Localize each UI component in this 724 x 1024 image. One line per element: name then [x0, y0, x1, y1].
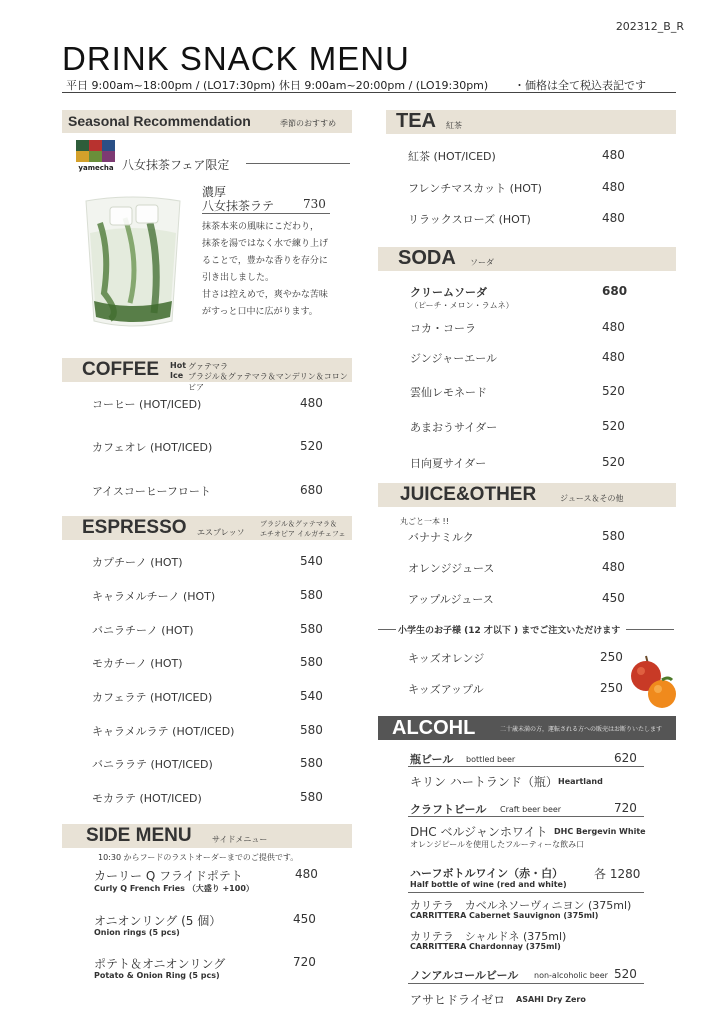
list-item: カプチーノ (HOT): [92, 556, 183, 569]
list-item: キリン ハートランド（瓶）: [410, 775, 558, 789]
list-item: ノンアルコールビール: [410, 969, 519, 982]
kids-rule-right: [626, 629, 674, 630]
side-note: 10:30 からフードのラストオーダーまでのご提供です。: [98, 853, 299, 862]
list-item: リラックスローズ (HOT): [408, 213, 531, 226]
list-item: キッズアップル: [408, 683, 484, 696]
item-price: 680: [602, 284, 628, 298]
list-item: アップルジュース: [408, 593, 494, 606]
item-price: 580: [300, 790, 323, 804]
item-price: 480: [602, 148, 625, 162]
item-price: 各 1280: [594, 867, 641, 881]
item-price: 480: [602, 211, 625, 225]
coffee-title: COFFEE: [82, 359, 160, 380]
list-item: ハーフボトルワイン（赤・白）: [410, 867, 564, 880]
item-price: 480: [602, 180, 625, 194]
list-item: 日向夏サイダー: [410, 457, 487, 470]
item-price: 450: [293, 912, 316, 926]
soda-title: SODA: [398, 247, 456, 269]
item-sub: （ピーチ・メロン・ラムネ）: [410, 301, 514, 310]
item-price: 720: [293, 955, 316, 969]
item-price: 580: [300, 622, 323, 636]
list-item: コカ・コーラ: [410, 322, 476, 335]
item-price: 620: [614, 751, 637, 765]
item-price: 520: [614, 967, 637, 981]
item-sub: Craft beer beer: [500, 805, 562, 814]
craft-rule: [408, 816, 644, 817]
espresso-title: ESPRESSO: [82, 517, 187, 538]
item-sub: オレンジピールを使用したフルーティーな飲み口: [410, 840, 585, 849]
fair-rule: [246, 163, 350, 164]
list-item: キャラメルチーノ (HOT): [92, 590, 216, 603]
item-sub: DHC Bergevin White: [554, 827, 646, 836]
item-sub: Onion rings (5 pcs): [94, 928, 180, 937]
juice-title: JUICE&OTHER: [400, 484, 537, 505]
item-price: 520: [300, 439, 323, 453]
list-item: カリテラ シャルドネ (375ml): [410, 930, 567, 943]
item-sub: bottled beer: [466, 755, 516, 764]
latte-rule: [202, 213, 330, 214]
item-price: 480: [295, 867, 318, 881]
kids-rule-left: [378, 629, 396, 630]
item-price: 540: [300, 689, 323, 703]
list-item: ジンジャーエール: [410, 352, 498, 365]
item-sub: CARRITTERA Chardonnay (375ml): [410, 942, 561, 951]
item-price: 540: [300, 554, 323, 568]
alcohol-warning: 二十歳未満の方，運転される方への販売はお断りいたします: [500, 726, 663, 733]
kids-note: 小学生のお子様 (12 才以下 ) までご注文いただけます: [398, 626, 621, 636]
item-sub: ASAHI Dry Zero: [516, 995, 586, 1004]
seasonal-title: Seasonal Recommendation: [68, 113, 251, 129]
tea-title: TEA: [396, 110, 436, 132]
coffee-header: COFFEE Hot グァテマラ Ice ブラジル＆グァテマラ＆マンデリン＆コロンビア: [62, 358, 352, 382]
na-rule: [408, 983, 644, 984]
logo-text: yamecha: [78, 164, 114, 172]
list-item: モカラテ (HOT/ICED): [92, 792, 202, 805]
fair-label: 八女抹茶フェア限定: [122, 158, 230, 172]
item-price: 580: [602, 529, 625, 543]
header-divider: [62, 92, 676, 93]
latte-name-line2: 八女抹茶ラテ: [202, 199, 275, 213]
page-title: DRINK SNACK MENU: [62, 40, 410, 77]
item-sub: Heartland: [558, 777, 603, 786]
item-price: 580: [300, 723, 323, 737]
tax-note: ・価格は全て税込表記です: [514, 79, 646, 92]
item-price: 680: [300, 483, 323, 497]
matcha-latte-image: [80, 193, 186, 333]
item-sub: CARRITTERA Cabernet Sauvignon (375ml): [410, 911, 599, 920]
item-price: 450: [602, 591, 625, 605]
banana-note: 丸ごと一本 !!: [400, 517, 449, 526]
alcohol-title: ALCOHL: [392, 717, 476, 739]
item-price: 580: [300, 756, 323, 770]
list-item: DHC ベルジャンホワイト: [410, 825, 548, 839]
latte-name-line1: 濃厚: [202, 185, 227, 199]
list-item: カフェオレ (HOT/ICED): [92, 441, 213, 454]
item-price: 480: [602, 560, 625, 574]
side-header: SIDE MENU サイドメニュー: [62, 824, 352, 848]
list-item: あまおうサイダー: [410, 421, 498, 434]
beer-rule: [408, 766, 644, 767]
wine-rule: [408, 892, 644, 893]
list-item: バニラチーノ (HOT): [92, 624, 194, 637]
espresso-header: ESPRESSO エスプレッソ ブラジル＆グァテマラ＆ エチオピア イルガチェフェ: [62, 516, 352, 540]
list-item: 紅茶 (HOT/ICED): [408, 150, 496, 163]
item-price: 520: [602, 384, 625, 398]
juice-header: JUICE&OTHER ジュース＆その他: [378, 483, 676, 507]
item-price: 520: [602, 419, 625, 433]
seasonal-subtitle: 季節のおすすめ: [280, 119, 337, 128]
list-item: カーリー Q フライドポテト: [94, 869, 243, 883]
item-sub: Half bottle of wine (red and white): [410, 880, 567, 889]
menu-code: 202312_B_R: [615, 20, 684, 33]
list-item: クラフトビール: [410, 803, 487, 816]
list-item: バナナミルク: [408, 531, 474, 544]
list-item: オニオンリング (5 個）: [94, 914, 222, 928]
list-item: ポテト＆オニオンリング: [94, 957, 226, 971]
list-item: バニララテ (HOT/ICED): [92, 758, 213, 771]
list-item: 雲仙レモネード: [410, 386, 487, 399]
list-item: アイスコーヒーフロート: [92, 485, 211, 498]
item-sub: Potato & Onion Ring (5 pcs): [94, 971, 220, 980]
item-price: 480: [602, 350, 625, 364]
fruit-image: [628, 652, 678, 710]
list-item: 瓶ビール: [410, 753, 454, 766]
list-item: クリームソーダ: [410, 286, 487, 299]
item-price: 250: [600, 681, 623, 695]
item-price: 580: [300, 655, 323, 669]
item-price: 520: [602, 455, 625, 469]
latte-description: 抹茶本来の風味にこだわり， 抹茶を湯ではなく水で練り上げ ることで，豊かな香りを存分に 引き出しました。 甘さは控えめで，爽やかな苦味 がすっと口中に広がります。: [202, 222, 329, 317]
list-item: キッズオレンジ: [408, 652, 485, 665]
list-item: アサヒドライゼロ: [410, 993, 506, 1007]
tea-header: TEA 紅茶: [386, 110, 676, 134]
item-sub: Curly Q French Fries （大盛り +100）: [94, 884, 254, 893]
business-hours: 平日 9:00am~18:00pm / (LO17:30pm) 休日 9:00am~20:00pm / (LO19:30pm): [66, 79, 489, 92]
list-item: フレンチマスカット (HOT): [408, 182, 542, 195]
alcohol-header: [378, 716, 676, 740]
list-item: カリテラ カベルネソーヴィニヨン (375ml): [410, 899, 632, 912]
item-price: 250: [600, 650, 623, 664]
list-item: キャラメルラテ (HOT/ICED): [92, 725, 235, 738]
item-price: 480: [602, 320, 625, 334]
item-price: 480: [300, 396, 323, 410]
list-item: オレンジジュース: [408, 562, 495, 575]
item-price: 720: [614, 801, 637, 815]
item-price: 580: [300, 588, 323, 602]
latte-price: 730: [303, 197, 326, 211]
soda-header: SODA ソーダ: [378, 247, 676, 271]
seasonal-header: [62, 110, 352, 133]
list-item: コーヒー (HOT/ICED): [92, 398, 202, 411]
yamecha-logo: [76, 140, 116, 174]
list-item: モカチーノ (HOT): [92, 657, 183, 670]
side-title: SIDE MENU: [86, 825, 192, 846]
list-item: カフェラテ (HOT/ICED): [92, 691, 213, 704]
item-sub: non-alcoholic beer: [534, 971, 608, 980]
